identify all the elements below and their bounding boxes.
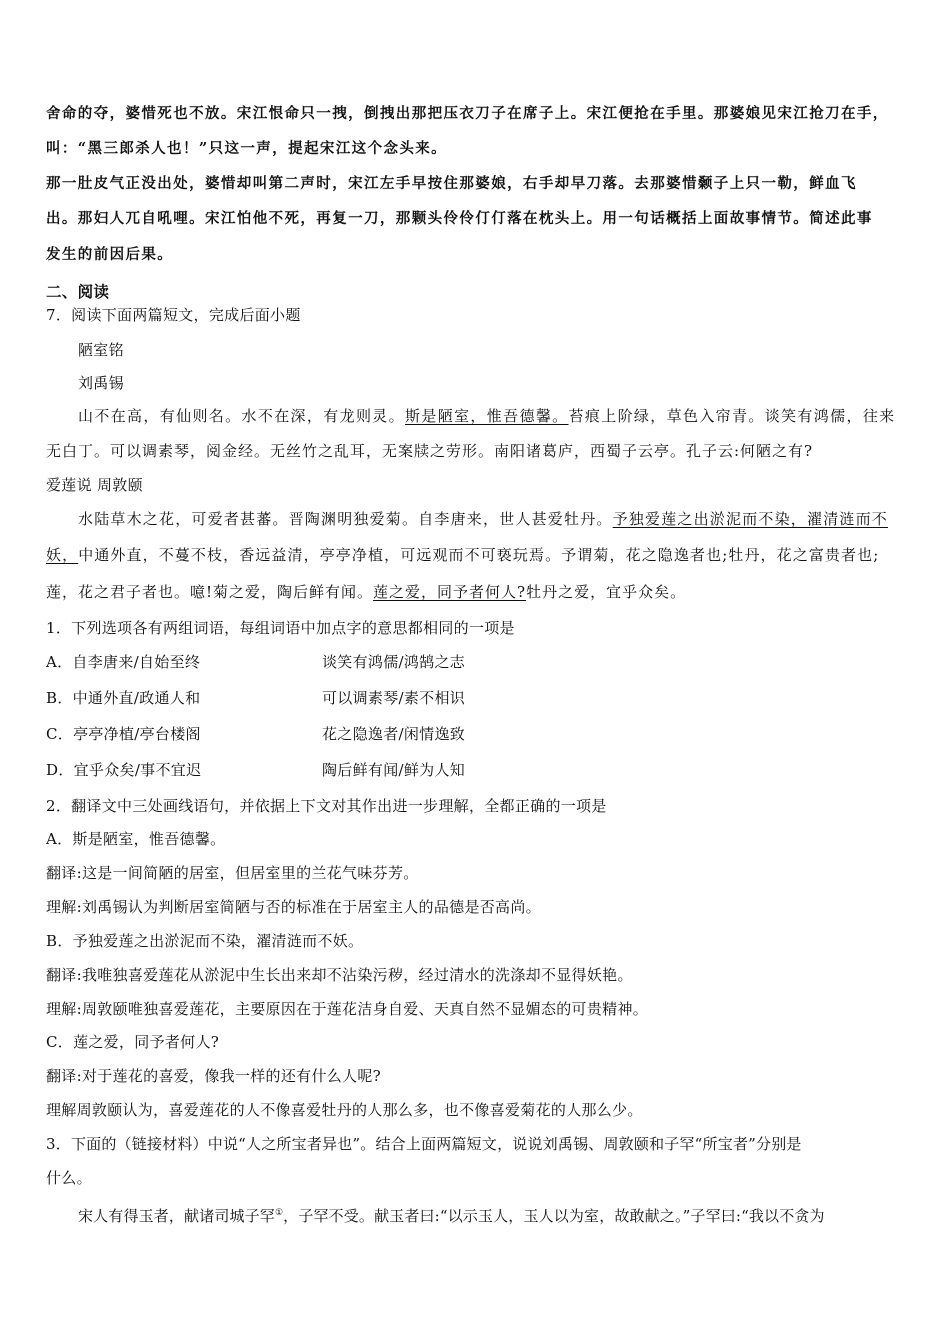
poem1-underline: 斯是陋室，惟吾德馨。 [405,407,569,425]
sub2-line-c-translation: 翻译:对于莲花的喜爱，像我一样的还有什么人呢? [46,1067,381,1085]
option-d-left: D．宜乎众矣/事不宜迟 [46,761,202,779]
story-line-2: 叫：“黑三郎杀人也！”只这一声，提起宋江这个念头来。 [46,140,448,157]
story-line-4: 出。那妇人兀自吼哩。宋江怕他不死，再复一刀，那颗头伶伶仃仃落在枕头上。用一句话概括上面故事情节。简述此事 [46,210,873,227]
essay2-line-3 [46,582,686,602]
essay2-text-d: 牡丹之爱，宜乎众矣。 [526,583,687,601]
essay2-text-b: 中通外直，不蔓不枝，香远益清，亭亭净植，可远观而不可亵玩焉。予谓菊，花之隐逸者也;牡丹，花之富贵者也; [78,546,880,564]
sub3-stem-line-2: 什么。 [46,1169,92,1187]
option-c-right: 花之隐逸者/闲情逸致 [322,725,466,743]
option-b-left: B．中通外直/政通人和 [46,689,201,707]
q7-stem: 7．阅读下面两篇短文，完成后面小题 [46,306,301,324]
sub1-option-c [46,724,466,744]
essay2-underline-2: 妖， [46,546,79,564]
essay2-text-a: 水陆草木之花，可爱者甚蕃。晋陶渊明独爱菊。自李唐来，世人甚爱牡丹。 [78,510,613,528]
sub1-option-b [46,688,466,708]
option-a-left: A．自李唐来/自始至终 [46,653,201,671]
option-c-left: C．亭亭净植/亭台楼阁 [46,725,201,743]
sub1-option-d [46,760,466,780]
sub2-line-b: B．予独爱莲之出淤泥而不染，濯清涟而不妖。 [46,932,364,950]
story-line-5: 发生的前因后果。 [46,246,174,263]
option-a-right: 谈笑有鸿儒/鸿鹄之志 [322,653,466,671]
essay2-line-2 [46,545,879,565]
option-b-right: 可以调素琴/素不相识 [322,689,466,707]
essay2-underline-1: 予独爱莲之出淤泥而不染，濯清涟而不 [612,510,889,528]
essay2-text-c: 莲，花之君子者也。噫!菊之爱，陶后鲜有闻。 [46,583,374,601]
essay2-underline-3: 莲之爱，同予者何人? [373,583,527,601]
story-line-1: 舍命的夺，婆惜死也不放。宋江恨命只一拽，倒拽出那把压衣刀子在席子上。宋江便抢在手里。那婆娘见宋江抢刀在手， [46,105,889,122]
poem1-author: 刘禹锡 [78,374,124,392]
sub2-line-a-translation: 翻译:这是一间简陋的居室，但居室里的兰花气味芬芳。 [46,864,419,882]
poem1-text-a: 山不在高，有仙则名。水不在深，有龙则灵。 [78,407,406,425]
poem1-line-2: 无白丁。可以调素琴，阅金经。无丝竹之乱耳，无案牍之劳形。南阳诸葛庐，西蜀子云亭。孔子云:何陋之有? [46,442,814,460]
option-d-right: 陶后鲜有闻/鲜为人知 [322,761,466,779]
sub2-line-b-understanding: 理解:周敦颐唯独喜爱莲花，主要原因在于莲花洁身自爱、天真自然不显媚态的可贵精神。 [46,1000,649,1018]
poem1-title: 陋室铭 [78,341,124,359]
link-text-b: ，子罕不受。献玉者曰:“以示玉人，玉人以为室，故敢献之。”子罕曰:“我以不贪为 [283,1207,825,1225]
sub2-line-a: A．斯是陋室，惟吾德馨。 [46,830,226,848]
sub3-stem-line-1: 3．下面的（链接材料）中说“人之所宝者异也”。结合上面两篇短文，说说刘禹锡、周敦颐和子罕“所宝者”分别是 [46,1135,802,1153]
poem1-line-1 [78,406,896,426]
link-material-line [78,1203,825,1226]
sub2-stem: 2．翻译文中三处画线语句，并依据上下文对其作出进一步理解，全都正确的一项是 [46,797,607,815]
story-line-3: 那一肚皮气正没出处，婆惜却叫第二声时，宋江左手早按住那婆娘，右手却早刀落。去那婆惜颡子上只一勒，鲜血飞 [46,175,857,192]
section-heading: 二、阅读 [46,282,110,301]
essay2-line-1 [78,509,888,529]
footnote-marker: ① [274,1208,284,1218]
poem1-text-b: 苔痕上阶绿，草色入帘青。谈笑有鸿儒，往来 [568,407,896,425]
link-text-a: 宋人有得玉者，献诸司城子罕 [78,1207,275,1225]
sub2-line-c: C．莲之爱，同予者何人? [46,1033,220,1051]
sub2-line-b-translation: 翻译:我唯独喜爱莲花从淤泥中生长出来却不沾染污秽，经过清水的洗涤却不显得妖艳。 [46,966,633,984]
sub1-stem: 1．下列选项各有两组词语，每组词语中加点字的意思都相同的一项是 [46,619,515,637]
essay2-title: 爱莲说 周敦颐 [46,476,143,494]
sub1-option-a [46,652,466,672]
sub2-line-a-understanding: 理解:刘禹锡认为判断居室简陋与否的标准在于居室主人的品德是否高尚。 [46,898,541,916]
sub2-line-c-understanding: 理解周敦颐认为，喜爱莲花的人不像喜爱牡丹的人那么多，也不像喜爱菊花的人那么少。 [46,1101,643,1119]
